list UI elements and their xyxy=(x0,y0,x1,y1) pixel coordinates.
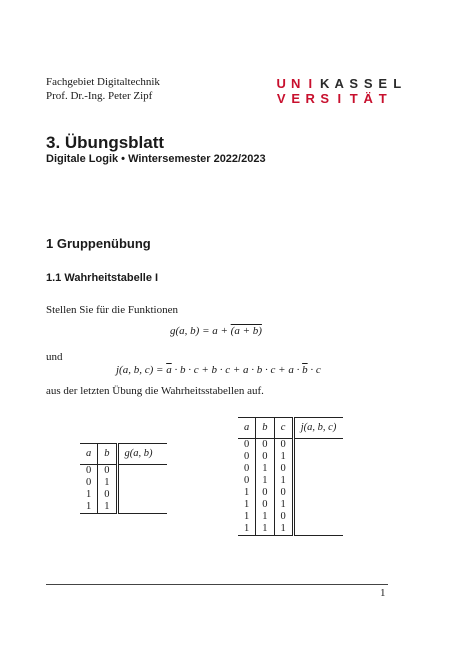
formula-j-middle: · b · c + b · c + a · b · c + a · xyxy=(171,364,303,376)
formula-g-lhs: g(a, b) = a + xyxy=(170,325,231,337)
table-cell-empty[interactable] xyxy=(293,499,343,511)
formula-j-negated-a: $\overline{a}$ xyxy=(166,364,172,376)
table-cell: 0 xyxy=(274,511,293,523)
logo-letter: T xyxy=(378,91,387,106)
table-header: j(a, b, c) xyxy=(300,422,337,433)
logo-letter: E xyxy=(378,76,388,91)
logo-letter: S xyxy=(363,76,373,91)
table-cell: 1 xyxy=(238,499,256,511)
table-cell: 1 xyxy=(274,499,293,511)
section-heading: 1 Gruppenübung xyxy=(46,236,151,251)
formula-j-end: · c xyxy=(307,364,321,376)
table-cell: 1 xyxy=(98,501,117,514)
logo-letter: N xyxy=(291,76,301,91)
logo-letter: S xyxy=(349,76,359,91)
table-row xyxy=(238,475,343,487)
table-cell: 1 xyxy=(238,511,256,523)
table-cell: 1 xyxy=(98,477,117,489)
table-cell-empty[interactable] xyxy=(293,475,343,487)
table-cell-empty[interactable] xyxy=(293,439,343,452)
table-row xyxy=(80,489,167,501)
table-cell-empty[interactable] xyxy=(293,487,343,499)
footer-divider xyxy=(46,584,388,585)
intro-text: Stellen Sie für die Funktionen xyxy=(46,304,178,316)
department-name: Fachgebiet Digitaltechnik xyxy=(46,76,160,88)
logo-letter: I xyxy=(308,76,313,91)
logo-letter: T xyxy=(349,91,358,106)
formula-j-negated-b: $\overline{b}$ xyxy=(302,364,308,376)
instruction-text: aus der letzten Übung die Wahrheitsstabellen auf. xyxy=(46,385,264,397)
table-row xyxy=(238,523,343,536)
truth-table-j xyxy=(238,417,343,536)
logo-letter: I xyxy=(337,91,342,106)
table-cell: 1 xyxy=(256,463,274,475)
page-subtitle: Digitale Logik • Wintersemester 2022/2023 xyxy=(46,153,266,165)
logo-letter: R xyxy=(305,91,315,106)
university-logo-row-2 xyxy=(274,91,390,106)
logo-letter: A xyxy=(334,76,344,91)
table-row xyxy=(238,499,343,511)
table-cell: 0 xyxy=(238,475,256,487)
table-header: b xyxy=(98,444,117,465)
table-cell-empty[interactable] xyxy=(293,451,343,463)
page-number: 1 xyxy=(380,587,386,599)
table-row xyxy=(238,439,343,452)
table-cell: 1 xyxy=(274,451,293,463)
table-cell: 1 xyxy=(238,487,256,499)
table-header: a xyxy=(80,444,98,465)
table-cell: 0 xyxy=(274,487,293,499)
table-cell: 1 xyxy=(274,475,293,487)
table-row xyxy=(80,465,167,478)
logo-letter: E xyxy=(291,91,301,106)
formula-j xyxy=(116,364,321,376)
table-cell-empty[interactable] xyxy=(293,523,343,536)
table-header: a xyxy=(238,418,256,439)
table-cell: 0 xyxy=(238,463,256,475)
formula-g-negated-term: (a + b) xyxy=(230,325,262,337)
table-row xyxy=(80,501,167,514)
connector-text: und xyxy=(46,351,63,363)
table-cell: 1 xyxy=(238,523,256,536)
logo-letter: S xyxy=(320,91,330,106)
university-logo-row-1 xyxy=(274,76,405,91)
table-cell: 0 xyxy=(256,487,274,499)
table-cell: 1 xyxy=(274,523,293,536)
formula-g xyxy=(170,325,262,337)
table-cell: 0 xyxy=(256,499,274,511)
table-row xyxy=(238,487,343,499)
formula-j-lhs: j(a, b, c) = xyxy=(116,364,167,376)
logo-letter: Ä xyxy=(363,91,373,106)
table-row xyxy=(238,511,343,523)
page-title: 3. Übungsblatt xyxy=(46,133,165,152)
table-cell: 0 xyxy=(256,439,274,452)
subsection-heading: 1.1 Wahrheitstabelle I xyxy=(46,272,159,284)
logo-letter: L xyxy=(393,76,402,91)
professor-name: Prof. Dr.-Ing. Peter Zipf xyxy=(46,90,153,102)
table-cell: 0 xyxy=(238,439,256,452)
table-cell: 0 xyxy=(98,465,117,478)
table-cell: 1 xyxy=(80,489,98,501)
table-header: g(a, b) xyxy=(124,448,153,459)
table-cell-empty[interactable] xyxy=(293,463,343,475)
table-cell: 0 xyxy=(256,451,274,463)
table-cell: 1 xyxy=(256,511,274,523)
table-header: c xyxy=(274,418,293,439)
table-cell-empty[interactable] xyxy=(117,489,167,501)
table-cell-empty[interactable] xyxy=(117,465,167,478)
table-cell: 0 xyxy=(98,489,117,501)
table-cell: 0 xyxy=(80,477,98,489)
logo-letter: V xyxy=(276,91,286,106)
truth-table-g xyxy=(80,443,167,514)
table-row xyxy=(238,451,343,463)
table-cell-empty[interactable] xyxy=(117,501,167,514)
table-cell: 0 xyxy=(274,439,293,452)
logo-letter: K xyxy=(320,76,330,91)
table-cell: 0 xyxy=(238,451,256,463)
table-cell: 1 xyxy=(256,523,274,536)
table-cell-empty[interactable] xyxy=(117,477,167,489)
table-cell: 0 xyxy=(274,463,293,475)
table-cell: 0 xyxy=(80,465,98,478)
logo-letter: U xyxy=(276,76,286,91)
table-cell: 1 xyxy=(256,475,274,487)
table-header: b xyxy=(256,418,274,439)
table-row xyxy=(80,477,167,489)
table-row xyxy=(238,463,343,475)
table-cell-empty[interactable] xyxy=(293,511,343,523)
table-cell: 1 xyxy=(80,501,98,514)
